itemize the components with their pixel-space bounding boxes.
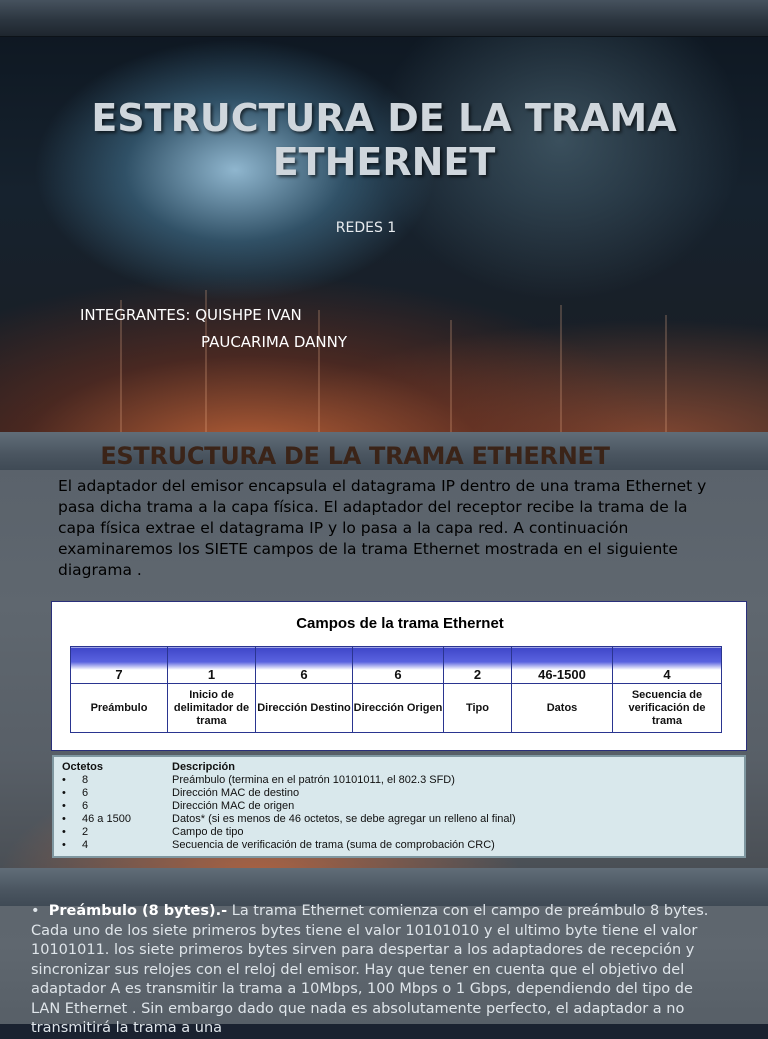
field-size: 6 [353,647,444,684]
octets-cell: 6 [82,787,89,799]
light-beam [665,315,667,432]
bullet: • [62,774,66,786]
field-name: Dirección Origen [353,684,444,733]
bullet: • [62,800,66,812]
description-header-row [62,761,516,774]
field-name-row [71,684,722,733]
description-header: Descripción [172,761,235,773]
field-size: 1 [168,647,256,684]
slide-title: ESTRUCTURA DE LA TRAMA ETHERNET [91,96,677,184]
slide-paragraph: El adaptador del emisor encapsula el datagrama IP dentro de una trama Ethernet y pasa dicha trama a la capa física. El adaptador del receptor recibe la trama de la capa física extrae el datagrama IP y lo pasa a la capa red. A continuación examinaremos los SIETE campos de la trama Ethernet mostrada en el siguiente diagrama . [58,477,707,579]
octets-cell: 6 [82,800,89,812]
field-size: 6 [256,647,353,684]
octets-header: Octetos [62,761,103,773]
octet-description-box [52,755,746,858]
team-members [80,302,347,356]
description-cell: Dirección MAC de origen [172,800,295,812]
description-cell: Datos* (si es menos de 46 octetos, se debe agregar un relleno al final) [172,813,516,825]
table-row [62,839,516,852]
field-name: Preámbulo [71,684,168,733]
slide-subtitle: REDES 1 [335,220,397,236]
team-label: INTEGRANTES: QUISHPE IVAN [80,306,302,324]
slide-top-bar [0,0,768,37]
team-member: PAUCARIMA DANNY [201,333,348,351]
octets-cell: 8 [82,774,89,786]
field-name: Datos [512,684,613,733]
slide-header-band [0,868,768,906]
field-name: Secuencia de verificación de trama [613,684,722,733]
description-cell: Dirección MAC de destino [172,787,300,799]
light-beam [450,320,452,432]
content-slide [0,432,768,868]
bullet: • [62,787,66,799]
field-size: 46-1500 [512,647,613,684]
diagram-title: Campos de la trama Ethernet [296,615,504,632]
octets-cell: 4 [82,839,89,851]
field-name: Tipo [444,684,512,733]
field-size-row [71,647,722,684]
octets-cell: 46 a 1500 [82,813,131,825]
frame-fields-diagram [51,601,747,751]
table-row [62,826,516,839]
field-size: 2 [444,647,512,684]
light-beam [560,305,562,432]
octet-description-table [62,761,516,852]
table-row [62,800,516,813]
table-row [62,787,516,800]
description-cell: Campo de tipo [172,826,244,838]
bullet: • [62,813,66,825]
preamble-lead: Preámbulo (8 bytes).- [48,903,228,919]
frame-fields-table [70,646,722,733]
preamble-slide [0,868,768,1036]
description-cell: Secuencia de verificación de trama (suma de comprobación CRC) [172,839,495,851]
field-name: Dirección Destino [256,684,353,733]
field-size: 7 [71,647,168,684]
title-slide [0,0,768,432]
table-row [62,774,516,787]
field-name: Inicio de delimitador de trama [168,684,256,733]
slide-heading: ESTRUCTURA DE LA TRAMA ETHERNET [100,442,610,470]
table-row [62,813,516,826]
field-size: 4 [613,647,722,684]
bullet: • [62,826,66,838]
octets-cell: 2 [82,826,89,838]
description-cell: Preámbulo (termina en el patrón 10101011, el 802.3 SFD) [172,774,455,786]
preamble-paragraph [31,902,721,1039]
bullet: • [62,839,66,851]
bullet: • [31,903,40,919]
preamble-text: La trama Ethernet comienza con el campo de preámbulo 8 bytes. Cada uno de los siete primeros bytes tiene el valor 10101010 y el ultimo byte tiene el valor 10101011. los siete primeros bytes sirven para despertar a los adaptadores de recepción y sincronizar sus relojes con el reloj del emisor. Hay que tener en cuenta que el objetivo del adaptador A es transmitir la trama a 10Mbps, 100 Mbps o 1 Gbps, dependiendo del tipo de LAN Ethernet . Sin embargo dado que nada es absolutamente perfecto, el adaptador a no transmitirá la trama a una [31,903,709,1036]
